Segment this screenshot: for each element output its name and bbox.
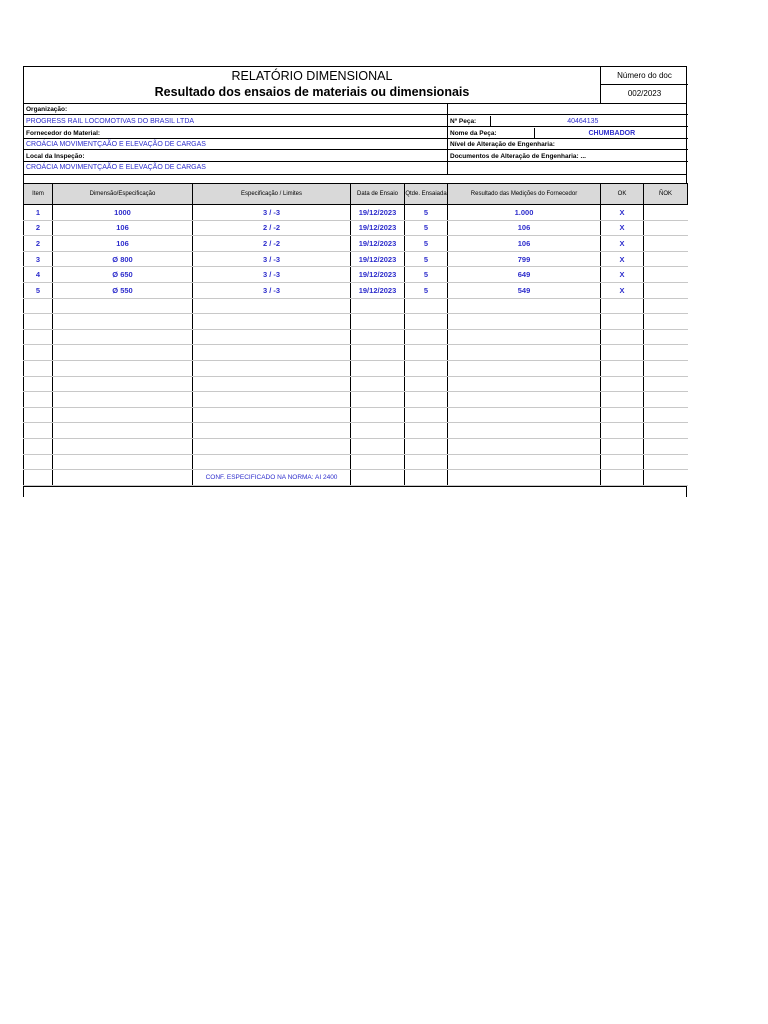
row-dimension: Ø 650: [53, 267, 193, 283]
row-item: 1: [24, 205, 53, 221]
row-date: 19/12/2023: [351, 251, 405, 267]
row-item: 4: [24, 267, 53, 283]
empty-row: [24, 438, 688, 454]
empty-row: [24, 376, 688, 392]
org-value: PROGRESS RAIL LOCOMOTIVAS DO BRASIL LTDA: [24, 116, 447, 127]
table-row: [24, 205, 688, 221]
empty-row: [24, 329, 688, 345]
row-nok: [644, 251, 688, 267]
org-label: Organização:: [24, 104, 447, 115]
row-item: 3: [24, 251, 53, 267]
col-ok: OK: [601, 184, 644, 205]
row-item: 2: [24, 220, 53, 236]
col-item: Item: [24, 184, 53, 205]
part-name-label: Nome da Peça:: [450, 128, 535, 139]
empty-row: [24, 298, 688, 314]
table-row: [24, 282, 688, 298]
row-limits: 2 / -2: [193, 220, 351, 236]
row-limits: 3 / -3: [193, 205, 351, 221]
row-dimension: 106: [53, 236, 193, 252]
row-ok: X: [601, 282, 644, 298]
row-result: 1.000: [448, 205, 601, 221]
info-right: [448, 104, 688, 174]
empty-row: [24, 345, 688, 361]
row-ok: X: [601, 251, 644, 267]
empty-row: [24, 314, 688, 330]
row-dimension: Ø 550: [53, 282, 193, 298]
row-limits: 2 / -2: [193, 236, 351, 252]
part-number-value: 40464135: [567, 118, 599, 125]
row-item: 5: [24, 282, 53, 298]
row-date: 19/12/2023: [351, 267, 405, 283]
doc-number-label: Número do doc: [601, 67, 688, 85]
location-value: CROÁCIA MOVIMENTÇAÃO E ELEVAÇÃO DE CARGAS: [26, 164, 206, 171]
row-date: 19/12/2023: [351, 220, 405, 236]
row-result: 799: [448, 251, 601, 267]
title-block: [23, 66, 687, 103]
row-ok: X: [601, 267, 644, 283]
table-row: [24, 236, 688, 252]
row-nok: [644, 267, 688, 283]
row-result: 106: [448, 236, 601, 252]
supplier-label: Fornecedor do Material:: [24, 128, 447, 139]
part-name-value: CHUMBADOR: [588, 130, 636, 137]
info-block: [23, 103, 687, 175]
empty-row: [24, 454, 688, 470]
row-result: 106: [448, 220, 601, 236]
row-dimension: 1000: [53, 205, 193, 221]
col-qty: Qtde. Ensaiada: [405, 184, 448, 205]
row-limits: 3 / -3: [193, 267, 351, 283]
row-qty: 5: [405, 220, 448, 236]
row-nok: [644, 205, 688, 221]
doc-number-value: 002/2023: [627, 89, 662, 98]
location-label: Local da Inspeção:: [24, 151, 447, 162]
col-dimension: Dimensão/Especificação: [53, 184, 193, 205]
row-limits: 3 / -3: [193, 251, 351, 267]
report-sheet: [23, 66, 687, 497]
empty-row: [24, 423, 688, 439]
sheet-tail: [23, 486, 687, 497]
row-result: 549: [448, 282, 601, 298]
row-qty: 5: [405, 282, 448, 298]
measurement-table: [23, 183, 688, 486]
row-nok: [644, 220, 688, 236]
row-date: 19/12/2023: [351, 205, 405, 221]
report-title: RELATÓRIO DIMENSIONAL: [231, 69, 393, 83]
row-qty: 5: [405, 205, 448, 221]
col-date: Data de Ensaio: [351, 184, 405, 205]
row-item: 2: [24, 236, 53, 252]
table-row: [24, 267, 688, 283]
part-number-row: [448, 116, 688, 127]
row-dimension: Ø 800: [53, 251, 193, 267]
row-ok: X: [601, 220, 644, 236]
table-row: [24, 251, 688, 267]
eng-level-label: Nível de Alteração de Engenharia:: [448, 139, 688, 150]
empty-row: [24, 407, 688, 423]
info-left: [24, 104, 448, 174]
row-dimension: 106: [53, 220, 193, 236]
table-header: [24, 184, 688, 205]
footer-row: [24, 470, 688, 486]
row-nok: [644, 282, 688, 298]
info-right-blank-bottom: [448, 162, 688, 173]
row-qty: 5: [405, 267, 448, 283]
row-limits: 3 / -3: [193, 282, 351, 298]
part-number-label: Nº Peça:: [450, 116, 491, 127]
row-qty: 5: [405, 251, 448, 267]
col-limits: Especificação / Limites: [193, 184, 351, 205]
empty-row: [24, 360, 688, 376]
row-nok: [644, 236, 688, 252]
empty-row: [24, 392, 688, 408]
footer-note: CONF. ESPECIFICADO NA NORMA: AI 2400: [193, 470, 351, 486]
row-ok: X: [601, 205, 644, 221]
info-right-blank: [448, 104, 688, 115]
col-result: Resultado das Medições do Fornecedor: [448, 184, 601, 205]
row-ok: X: [601, 236, 644, 252]
spacer-row: [23, 175, 687, 183]
row-qty: 5: [405, 236, 448, 252]
row-date: 19/12/2023: [351, 282, 405, 298]
supplier-value: CROÁCIA MOVIMENTÇAÃO E ELEVAÇÃO DE CARGAS: [24, 139, 447, 150]
row-date: 19/12/2023: [351, 236, 405, 252]
part-name-row: [448, 128, 688, 139]
report-subtitle: Resultado dos ensaios de materiais ou dimensionais: [154, 85, 470, 99]
title-area: [24, 67, 601, 103]
row-result: 649: [448, 267, 601, 283]
eng-docs-label: Documentos de Alteração de Engenharia: ...: [448, 151, 688, 162]
col-nok: ÑOK: [644, 184, 688, 205]
table-row: [24, 220, 688, 236]
